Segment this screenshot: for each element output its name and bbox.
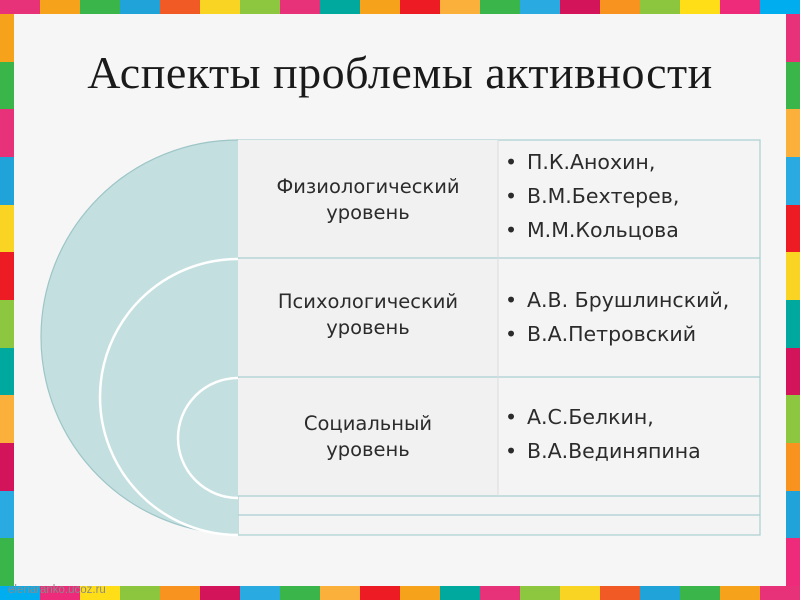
level-label-physiological: [243, 174, 493, 226]
level-label-line: Социальный: [303, 412, 433, 435]
level-label-line: уровень: [326, 438, 410, 461]
list-item: • П.К.Анохин,: [505, 145, 679, 179]
level-label-line: Психологический: [277, 290, 459, 313]
level-label-social: [243, 411, 493, 463]
slide-title: Аспекты проблемы активности: [87, 47, 713, 98]
level-label-line: уровень: [326, 201, 410, 224]
list-item: • В.М.Бехтерев,: [505, 179, 679, 213]
footer-source: elenaranko.ucoz.ru: [8, 584, 106, 596]
list-item: • В.А.Петровский: [505, 317, 729, 351]
names-list-psychological: [505, 283, 729, 351]
list-item: • В.А.Вединяпина: [505, 434, 701, 468]
names-list-social: [505, 400, 701, 468]
list-item: • А.В. Брушлинский,: [505, 283, 729, 317]
level-label-line: уровень: [326, 316, 410, 339]
level-label-psychological: [243, 289, 493, 341]
list-item: • М.М.Кольцова: [505, 213, 679, 247]
list-item: • А.С.Белкин,: [505, 400, 701, 434]
names-list-physiological: [505, 145, 679, 247]
level-label-line: Физиологический: [276, 175, 460, 198]
